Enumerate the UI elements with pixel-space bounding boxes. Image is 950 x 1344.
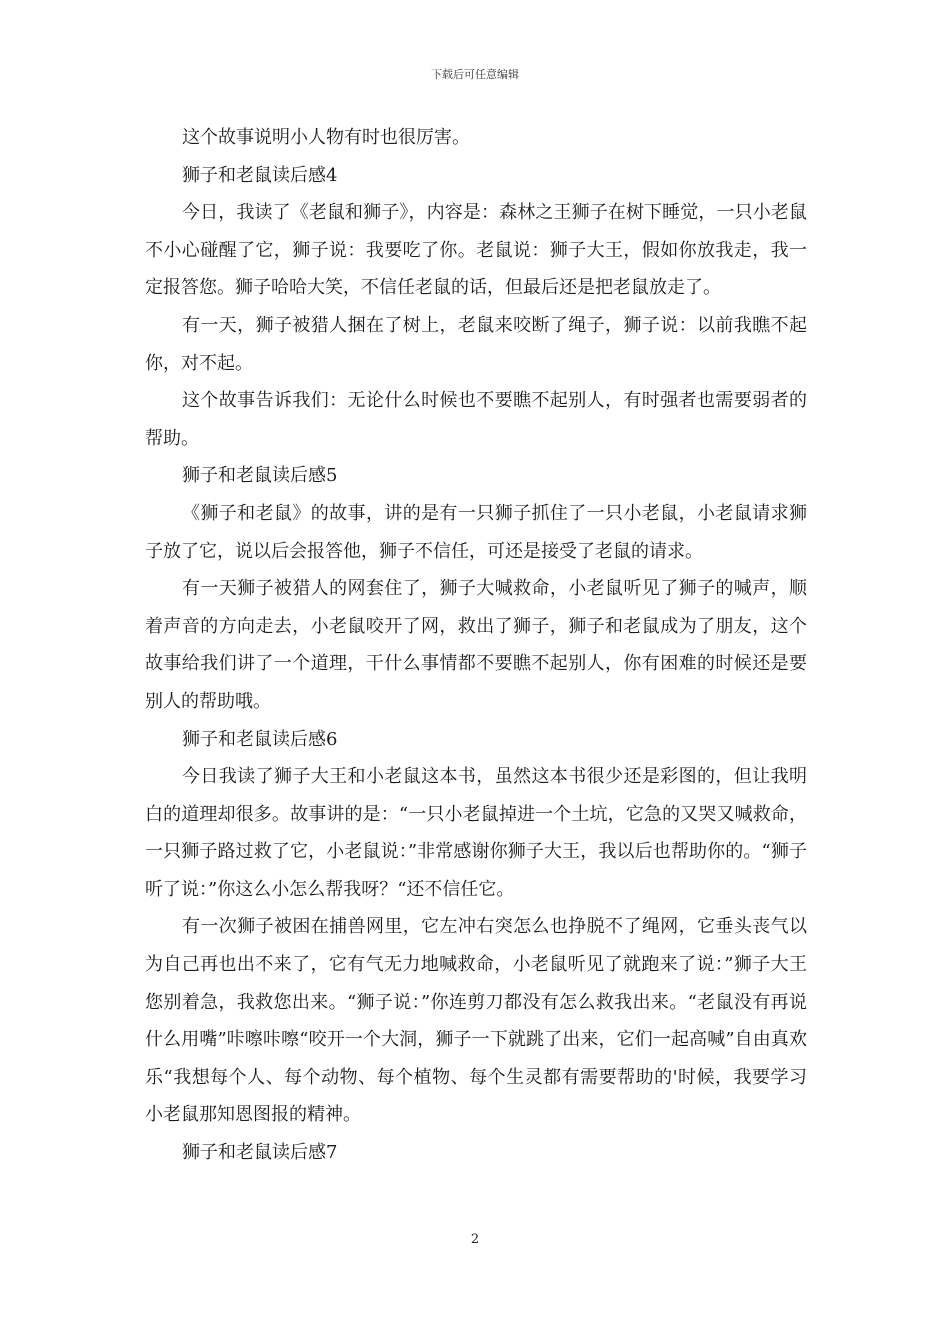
paragraph: 这个故事说明小人物有时也很厉害。 [182, 127, 470, 148]
paragraph: 《狮子和老鼠》的故事，讲的是有一只狮子抓住了一只小老鼠，小老鼠请求狮子放了它，说以后会报答他，狮子不信任，可还是接受了老鼠的请求。 [145, 502, 807, 562]
section-heading: 狮子和老鼠读后感5 [182, 465, 338, 487]
section-heading: 狮子和老鼠读后感4 [182, 164, 338, 186]
section-heading: 狮子和老鼠读后感7 [182, 1142, 338, 1164]
paragraph: 有一天，狮子被猎人捆在了树上，老鼠来咬断了绳子，狮子说：以前我瞧不起你，对不起。 [145, 314, 807, 374]
document-body [145, 119, 807, 1172]
page-number: 2 [470, 1232, 480, 1247]
paragraph: 今日，我读了《老鼠和狮子》，内容是：森林之王狮子在树下睡觉，一只小老鼠不小心碰醒了它，狮子说：我要吃了你。老鼠说：狮子大王，假如你放我走，我一定报答您。狮子哈哈大笑，不信任老鼠的话，但最后还是把老鼠放走了。 [145, 202, 807, 299]
page-header: 下载后可任意编辑 [431, 68, 519, 81]
paragraph: 有一天狮子被猎人的网套住了，狮子大喊救命，小老鼠听见了狮子的喊声，顺着声音的方向走去，小老鼠咬开了网，救出了狮子，狮子和老鼠成为了朋友，这个故事给我们讲了一个道理，干什么事情都不要瞧不起别人，你有困难的时候还是要别人的帮助哦。 [145, 578, 807, 712]
section-heading: 狮子和老鼠读后感6 [182, 728, 338, 750]
paragraph: 今日我读了狮子大王和小老鼠这本书，虽然这本书很少还是彩图的，但让我明白的道理却很多。故事讲的是：“一只小老鼠掉进一个土坑，它急的又哭又喊救命，一只狮子路过救了它，小老鼠说：”非常感谢你狮子大王，我以后也帮助你的。“狮子听了说：”你这么小怎么帮我呀？“还不信任它。 [145, 766, 807, 900]
paragraph: 有一次狮子被困在捕兽网里，它左冲右突怎么也挣脱不了绳网，它垂头丧气以为自己再也出不来了，它有气无力地喊救命，小老鼠听见了就跑来了说：”狮子大王您别着急，我救您出来。“狮子说：”你连剪刀都没有怎么救我出来。“老鼠没有再说什么用嘴”咔嚓咔嚓“咬开一个大洞，狮子一下就跳了出来，它们一起高喊”自由真欢乐“我想每个人、每个动物、每个植物、每个生灵都有需要帮助的'时候，我要学习小老鼠那知恩图报的精神。 [145, 916, 807, 1126]
paragraph: 这个故事告诉我们：无论什么时候也不要瞧不起别人，有时强者也需要弱者的帮助。 [145, 390, 807, 449]
